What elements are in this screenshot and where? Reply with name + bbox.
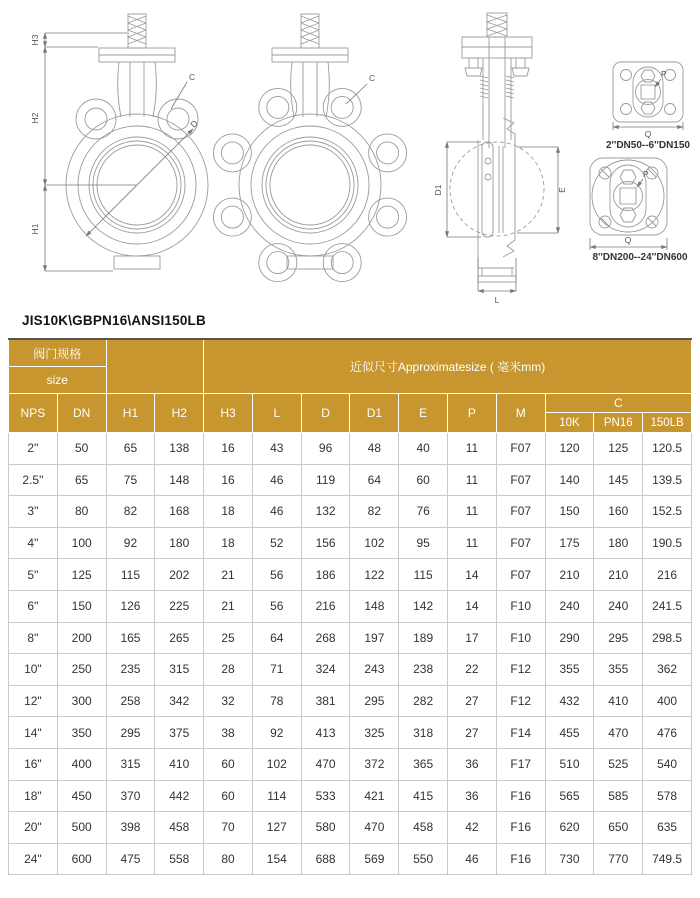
table-cell: 455 xyxy=(545,717,594,749)
wafer-dimensions xyxy=(45,33,196,271)
table-cell: F14 xyxy=(496,717,545,749)
table-cell: 355 xyxy=(545,654,594,686)
table-cell: 38 xyxy=(204,717,253,749)
table-cell: 92 xyxy=(252,717,301,749)
table-cell: 442 xyxy=(155,780,204,812)
col-header-e: E xyxy=(399,394,448,433)
table-row xyxy=(9,433,692,465)
table-cell: 325 xyxy=(350,717,399,749)
table-cell: 421 xyxy=(350,780,399,812)
table-cell: 365 xyxy=(399,748,448,780)
table-cell: 620 xyxy=(545,812,594,844)
table-cell: 415 xyxy=(399,780,448,812)
table-cell: 92 xyxy=(106,527,155,559)
iso-pad-small-view xyxy=(613,62,683,122)
table-cell: 95 xyxy=(399,527,448,559)
col-header-dn: DN xyxy=(57,394,106,433)
table-cell: 372 xyxy=(350,748,399,780)
table-cell: 413 xyxy=(301,717,350,749)
table-cell: 225 xyxy=(155,590,204,622)
table-row xyxy=(9,685,692,717)
table-cell: 688 xyxy=(301,843,350,875)
dim-label-q-large: Q xyxy=(624,235,632,245)
table-cell: 4" xyxy=(9,527,58,559)
table-cell: 119 xyxy=(301,464,350,496)
wafer-valve-front-view xyxy=(66,14,208,269)
table-cell: 125 xyxy=(57,559,106,591)
table-cell: 71 xyxy=(252,654,301,686)
table-cell: 43 xyxy=(252,433,301,465)
table-cell: 375 xyxy=(155,717,204,749)
table-cell: F07 xyxy=(496,433,545,465)
table-cell: 14 xyxy=(448,559,497,591)
table-cell: 580 xyxy=(301,812,350,844)
dim-label-d: D xyxy=(188,118,200,130)
table-cell: 138 xyxy=(155,433,204,465)
dim-label-l: L xyxy=(494,295,500,305)
dimension-table-header xyxy=(9,339,692,433)
dim-label-c-lug: C xyxy=(369,73,376,83)
table-cell: F16 xyxy=(496,843,545,875)
table-cell: 558 xyxy=(155,843,204,875)
dim-label-p-small: P xyxy=(661,69,667,79)
table-cell: 115 xyxy=(399,559,448,591)
lug-dimensions xyxy=(346,84,367,104)
table-cell: 50 xyxy=(57,433,106,465)
dim-label-e: E xyxy=(557,187,567,193)
table-cell: 36 xyxy=(448,780,497,812)
table-cell: 3" xyxy=(9,496,58,528)
table-cell: 114 xyxy=(252,780,301,812)
table-cell: 210 xyxy=(594,559,643,591)
table-cell: 295 xyxy=(594,622,643,654)
table-cell: 65 xyxy=(57,464,106,496)
table-row xyxy=(9,780,692,812)
col-header-m: M xyxy=(496,394,545,433)
table-cell: 64 xyxy=(252,622,301,654)
table-cell: 10" xyxy=(9,654,58,686)
table-cell: 180 xyxy=(155,527,204,559)
table-cell: 533 xyxy=(301,780,350,812)
table-cell: 578 xyxy=(643,780,692,812)
table-cell: 11 xyxy=(448,527,497,559)
table-cell: 11 xyxy=(448,433,497,465)
table-cell: 56 xyxy=(252,559,301,591)
table-row xyxy=(9,464,692,496)
pad-small-caption: 2''DN50--6''DN150 xyxy=(606,140,690,151)
table-cell: 148 xyxy=(350,590,399,622)
section-dimensions xyxy=(447,142,558,291)
table-cell: 476 xyxy=(643,717,692,749)
table-cell: 362 xyxy=(643,654,692,686)
table-cell: 17 xyxy=(448,622,497,654)
table-cell: 240 xyxy=(545,590,594,622)
table-cell: 243 xyxy=(350,654,399,686)
table-cell: F07 xyxy=(496,496,545,528)
stem-hatch xyxy=(487,15,507,36)
lug-valve-front-view xyxy=(213,14,406,282)
stem-hatch xyxy=(301,16,319,44)
table-cell: 100 xyxy=(57,527,106,559)
stem-hatch xyxy=(128,16,146,44)
table-cell: 120.5 xyxy=(643,433,692,465)
table-cell: 216 xyxy=(643,559,692,591)
table-cell: 25 xyxy=(204,622,253,654)
table-cell: 20" xyxy=(9,812,58,844)
table-cell: 189 xyxy=(399,622,448,654)
table-cell: 16 xyxy=(204,433,253,465)
table-cell: 14 xyxy=(448,590,497,622)
table-cell: 241.5 xyxy=(643,590,692,622)
header-approx-size: 近似尺寸Approximatesize ( 毫米mm) xyxy=(204,339,692,394)
dim-label-q-small: Q xyxy=(644,129,652,139)
table-cell: 140 xyxy=(545,464,594,496)
table-cell: 60 xyxy=(399,464,448,496)
header-row-spec xyxy=(9,339,692,367)
table-cell: 150 xyxy=(57,590,106,622)
table-cell: F12 xyxy=(496,654,545,686)
table-cell: 11 xyxy=(448,464,497,496)
table-cell: F07 xyxy=(496,527,545,559)
table-cell: 410 xyxy=(594,685,643,717)
table-cell: 27 xyxy=(448,717,497,749)
table-cell: 160 xyxy=(594,496,643,528)
table-cell: 186 xyxy=(301,559,350,591)
table-cell: 139.5 xyxy=(643,464,692,496)
table-cell: 48 xyxy=(350,433,399,465)
table-cell: 238 xyxy=(399,654,448,686)
table-cell: 458 xyxy=(399,812,448,844)
table-cell: F17 xyxy=(496,748,545,780)
col-header-d: D xyxy=(301,394,350,433)
table-cell: 46 xyxy=(252,464,301,496)
table-cell: 154 xyxy=(252,843,301,875)
table-cell: 258 xyxy=(106,685,155,717)
table-cell: 82 xyxy=(106,496,155,528)
table-cell: 458 xyxy=(155,812,204,844)
table-cell: 102 xyxy=(252,748,301,780)
table-cell: 42 xyxy=(448,812,497,844)
table-cell: 52 xyxy=(252,527,301,559)
table-cell: 318 xyxy=(399,717,448,749)
table-cell: 400 xyxy=(643,685,692,717)
table-cell: 127 xyxy=(252,812,301,844)
valve-drawings xyxy=(0,0,700,312)
table-cell: F16 xyxy=(496,812,545,844)
table-cell: 76 xyxy=(399,496,448,528)
table-cell: 475 xyxy=(106,843,155,875)
header-blank xyxy=(106,339,204,394)
col-header-nps: NPS xyxy=(9,394,58,433)
dimension-table-body xyxy=(9,433,692,875)
table-cell: 36 xyxy=(448,748,497,780)
col-header-h3: H3 xyxy=(204,394,253,433)
table-cell: 24" xyxy=(9,843,58,875)
table-cell: 216 xyxy=(301,590,350,622)
table-cell: 60 xyxy=(204,780,253,812)
table-cell: 250 xyxy=(57,654,106,686)
table-cell: 540 xyxy=(643,748,692,780)
table-cell: 27 xyxy=(448,685,497,717)
table-cell: 65 xyxy=(106,433,155,465)
table-row xyxy=(9,717,692,749)
table-cell: 569 xyxy=(350,843,399,875)
table-cell: 78 xyxy=(252,685,301,717)
table-cell: 300 xyxy=(57,685,106,717)
table-cell: 268 xyxy=(301,622,350,654)
table-cell: F07 xyxy=(496,464,545,496)
table-cell: 450 xyxy=(57,780,106,812)
table-cell: 120 xyxy=(545,433,594,465)
table-cell: 96 xyxy=(301,433,350,465)
table-cell: 200 xyxy=(57,622,106,654)
table-cell: 500 xyxy=(57,812,106,844)
col-header-150lb: 150LB xyxy=(643,413,692,433)
table-cell: 152.5 xyxy=(643,496,692,528)
valve-section-view xyxy=(450,13,544,282)
table-cell: 235 xyxy=(106,654,155,686)
table-row xyxy=(9,654,692,686)
table-cell: 295 xyxy=(350,685,399,717)
table-cell: 470 xyxy=(350,812,399,844)
table-cell: 46 xyxy=(448,843,497,875)
table-cell: 298.5 xyxy=(643,622,692,654)
table-cell: 565 xyxy=(545,780,594,812)
col-header-h2: H2 xyxy=(155,394,204,433)
table-cell: 56 xyxy=(252,590,301,622)
table-cell: 400 xyxy=(57,748,106,780)
table-cell: 210 xyxy=(545,559,594,591)
table-cell: 315 xyxy=(106,748,155,780)
table-cell: 175 xyxy=(545,527,594,559)
dim-label-h1: H1 xyxy=(30,223,40,235)
table-cell: 18 xyxy=(204,527,253,559)
table-cell: 265 xyxy=(155,622,204,654)
table-cell: 290 xyxy=(545,622,594,654)
table-cell: 342 xyxy=(155,685,204,717)
table-cell: 585 xyxy=(594,780,643,812)
table-cell: 470 xyxy=(301,748,350,780)
table-cell: 315 xyxy=(155,654,204,686)
table-cell: 550 xyxy=(399,843,448,875)
spring-left xyxy=(480,76,488,98)
dim-label-c-wafer: C xyxy=(189,72,196,82)
table-cell: 14" xyxy=(9,717,58,749)
table-cell: 5" xyxy=(9,559,58,591)
table-cell: 355 xyxy=(594,654,643,686)
table-cell: 749.5 xyxy=(643,843,692,875)
table-cell: 122 xyxy=(350,559,399,591)
spring-right xyxy=(506,76,514,98)
table-row xyxy=(9,843,692,875)
table-cell: 12" xyxy=(9,685,58,717)
table-cell: 142 xyxy=(399,590,448,622)
col-header-pn16: PN16 xyxy=(594,413,643,433)
table-cell: 148 xyxy=(155,464,204,496)
table-cell: F10 xyxy=(496,590,545,622)
table-cell: 381 xyxy=(301,685,350,717)
table-cell: 64 xyxy=(350,464,399,496)
table-row xyxy=(9,812,692,844)
table-row xyxy=(9,622,692,654)
header-spec: 阀门规格 xyxy=(9,339,107,367)
dimension-table xyxy=(8,338,692,875)
table-cell: 730 xyxy=(545,843,594,875)
col-header-h1: H1 xyxy=(106,394,155,433)
table-cell: 370 xyxy=(106,780,155,812)
table-cell: 197 xyxy=(350,622,399,654)
table-cell: F07 xyxy=(496,559,545,591)
table-row xyxy=(9,527,692,559)
table-cell: 125 xyxy=(594,433,643,465)
dim-label-p-large: P xyxy=(643,169,649,179)
table-cell: F12 xyxy=(496,685,545,717)
table-cell: 470 xyxy=(594,717,643,749)
table-cell: 324 xyxy=(301,654,350,686)
table-cell: 115 xyxy=(106,559,155,591)
table-cell: 6" xyxy=(9,590,58,622)
table-cell: 16 xyxy=(204,464,253,496)
table-cell: F16 xyxy=(496,780,545,812)
table-cell: 80 xyxy=(57,496,106,528)
col-header-p: P xyxy=(448,394,497,433)
table-cell: 432 xyxy=(545,685,594,717)
table-cell: 165 xyxy=(106,622,155,654)
table-cell: 350 xyxy=(57,717,106,749)
table-row xyxy=(9,590,692,622)
table-cell: 145 xyxy=(594,464,643,496)
table-cell: 8" xyxy=(9,622,58,654)
table-cell: 410 xyxy=(155,748,204,780)
table-cell: 82 xyxy=(350,496,399,528)
table-row xyxy=(9,496,692,528)
table-cell: 28 xyxy=(204,654,253,686)
table-cell: 132 xyxy=(301,496,350,528)
table-cell: 21 xyxy=(204,559,253,591)
dim-label-h2: H2 xyxy=(30,112,40,124)
table-cell: 770 xyxy=(594,843,643,875)
table-cell: F10 xyxy=(496,622,545,654)
table-cell: 180 xyxy=(594,527,643,559)
table-cell: 21 xyxy=(204,590,253,622)
header-size: size xyxy=(9,367,107,394)
table-cell: 650 xyxy=(594,812,643,844)
table-cell: 18" xyxy=(9,780,58,812)
table-cell: 32 xyxy=(204,685,253,717)
table-cell: 80 xyxy=(204,843,253,875)
table-cell: 150 xyxy=(545,496,594,528)
table-cell: 240 xyxy=(594,590,643,622)
table-cell: 40 xyxy=(399,433,448,465)
table-cell: 2" xyxy=(9,433,58,465)
table-cell: 60 xyxy=(204,748,253,780)
table-cell: 525 xyxy=(594,748,643,780)
table-cell: 22 xyxy=(448,654,497,686)
table-row xyxy=(9,748,692,780)
table-row xyxy=(9,559,692,591)
table-cell: 70 xyxy=(204,812,253,844)
table-cell: 168 xyxy=(155,496,204,528)
col-header-d1: D1 xyxy=(350,394,399,433)
dim-label-d1: D1 xyxy=(433,184,443,196)
table-cell: 398 xyxy=(106,812,155,844)
col-header-c-group: C xyxy=(545,394,691,413)
col-header-l: L xyxy=(252,394,301,433)
table-cell: 295 xyxy=(106,717,155,749)
table-cell: 18 xyxy=(204,496,253,528)
table-cell: 190.5 xyxy=(643,527,692,559)
pad-large-caption: 8''DN200--24''DN600 xyxy=(592,252,688,263)
table-title: JIS10K\GBPN16\ANSI150LB xyxy=(22,313,206,328)
table-cell: 510 xyxy=(545,748,594,780)
table-cell: 2.5" xyxy=(9,464,58,496)
col-header-10k: 10K xyxy=(545,413,594,433)
table-cell: 600 xyxy=(57,843,106,875)
table-cell: 282 xyxy=(399,685,448,717)
table-cell: 75 xyxy=(106,464,155,496)
iso-pad-large-view xyxy=(590,158,667,235)
table-cell: 16" xyxy=(9,748,58,780)
table-cell: 202 xyxy=(155,559,204,591)
table-cell: 635 xyxy=(643,812,692,844)
table-cell: 156 xyxy=(301,527,350,559)
header-row-columns xyxy=(9,394,692,413)
table-cell: 46 xyxy=(252,496,301,528)
table-cell: 102 xyxy=(350,527,399,559)
table-cell: 126 xyxy=(106,590,155,622)
table-cell: 11 xyxy=(448,496,497,528)
dim-label-h3: H3 xyxy=(30,34,40,46)
